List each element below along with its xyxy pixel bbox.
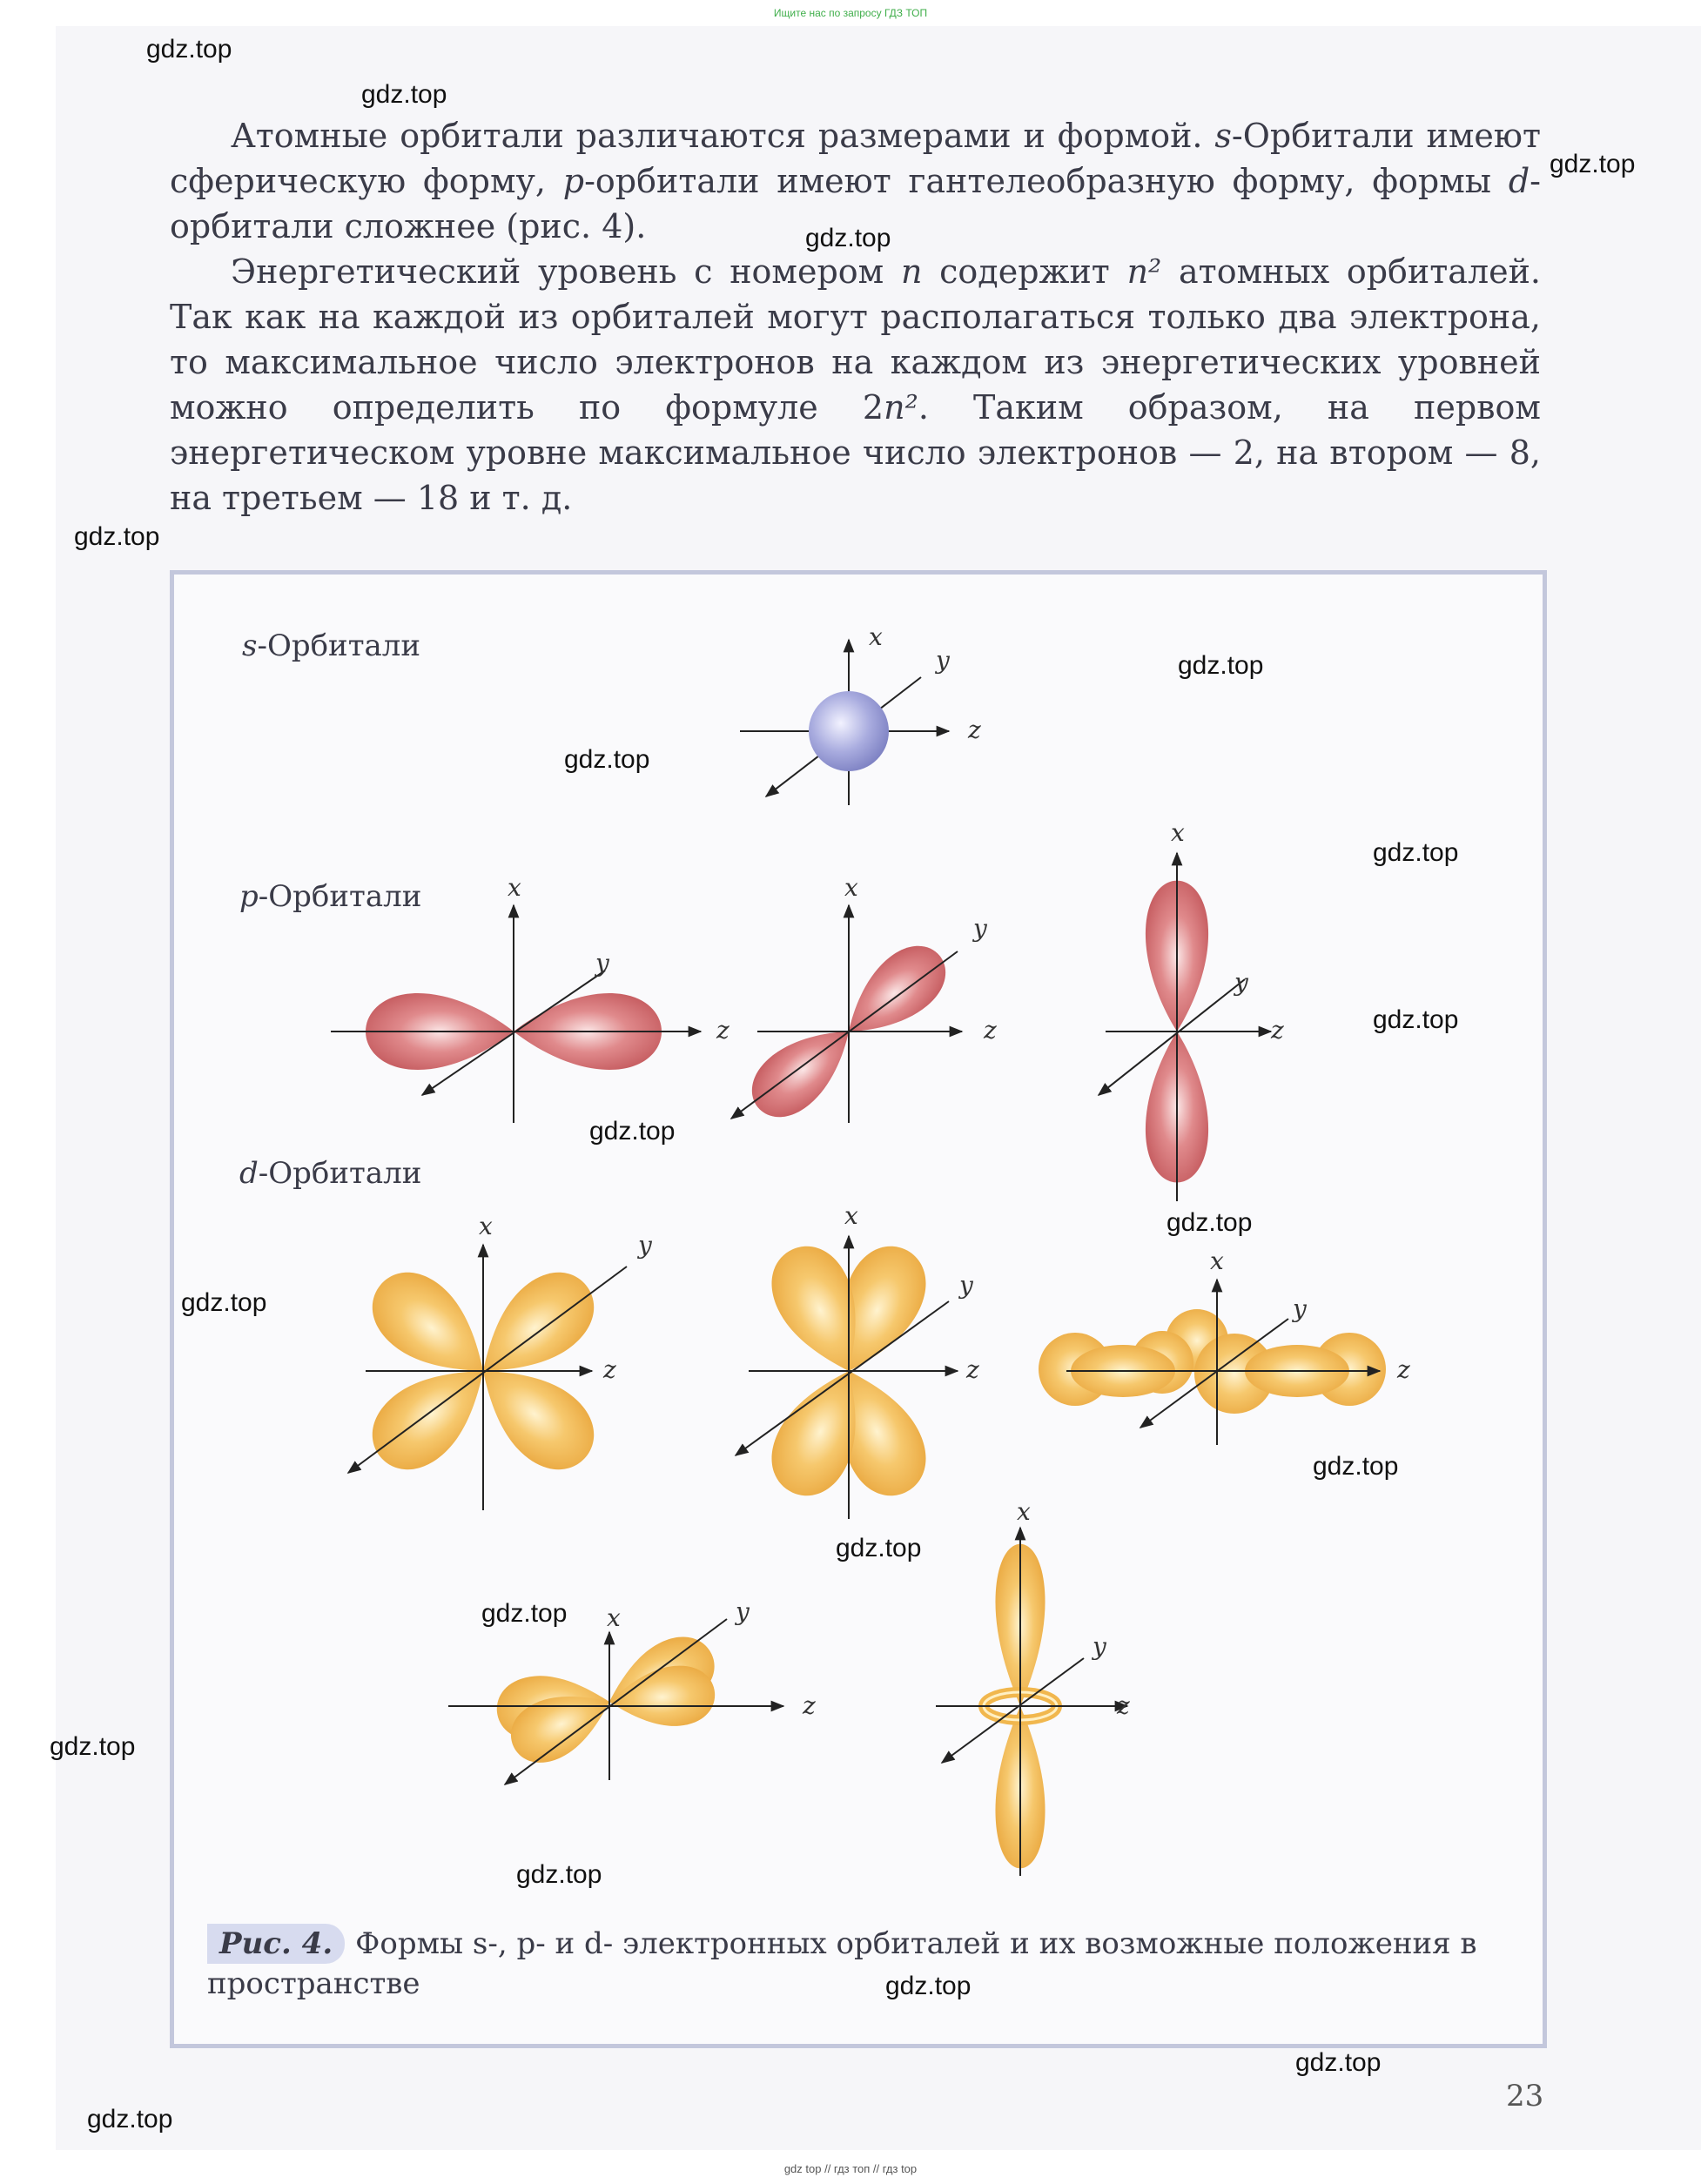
- axis-label-z: z: [1117, 1691, 1130, 1720]
- axis-label-x: x: [1210, 1247, 1224, 1275]
- axis-label-z: z: [968, 716, 981, 744]
- axis-label-y: y: [736, 1597, 750, 1626]
- watermark: gdz.top: [564, 745, 650, 774]
- watermark: gdz.top: [1550, 150, 1636, 178]
- watermark: gdz.top: [181, 1288, 267, 1317]
- axis-label-z: z: [1271, 1016, 1284, 1045]
- axis-label-x: x: [844, 1201, 858, 1230]
- axis-label-x: x: [869, 622, 883, 651]
- watermark: gdz.top: [885, 1972, 972, 2000]
- watermark: gdz.top: [1295, 2048, 1382, 2077]
- paragraph-1: Атомные орбитали различаются размерами и формой. s-Орбитали имеют сферическую форму, p-орбитали имеют гантелеобразную форму, формы d-орбитали сложнее (рис. 4).: [170, 117, 1541, 245]
- axis-label-x: x: [607, 1603, 621, 1632]
- d-orbital-1: [348, 1245, 627, 1510]
- axis-label-y: y: [638, 1231, 652, 1260]
- watermark: gdz.top: [87, 2105, 173, 2134]
- d-orbitals-label: d-Орбитали: [239, 1156, 422, 1191]
- axis-label-y: y: [1293, 1294, 1307, 1323]
- axis-label-y: y: [959, 1271, 973, 1300]
- watermark: gdz.top: [1373, 838, 1459, 867]
- p-orbital-y: [731, 905, 962, 1131]
- watermark: gdz.top: [516, 1860, 602, 1889]
- axis-label-y: y: [1093, 1632, 1106, 1661]
- watermark: gdz.top: [50, 1732, 136, 1761]
- d-orbital-3: [1039, 1280, 1386, 1445]
- axis-label-y: y: [973, 914, 987, 943]
- d-orbital-2: [736, 1233, 958, 1519]
- watermark: gdz.top: [481, 1599, 568, 1628]
- watermark: gdz.top: [146, 35, 232, 64]
- axis-label-z: z: [603, 1355, 616, 1384]
- watermark: gdz.top: [361, 80, 447, 109]
- axis-label-y: y: [1234, 968, 1248, 997]
- axis-label-x: x: [844, 873, 858, 902]
- watermark: gdz.top: [1166, 1208, 1253, 1237]
- caption-text: Формы s-, p- и d- электронных орбиталей и их возможные положения в пространстве: [207, 1926, 1477, 2001]
- p-orbital-x: [1099, 853, 1271, 1201]
- axis-label-z: z: [966, 1355, 979, 1384]
- s-orbitals-label: s-Орбитали: [242, 628, 421, 663]
- watermark: gdz.top: [1313, 1452, 1399, 1481]
- watermark: gdz.top: [836, 1534, 922, 1562]
- d-orbital-4: [448, 1619, 783, 1784]
- axis-label-z: z: [1397, 1355, 1410, 1384]
- axis-label-z: z: [716, 1016, 729, 1045]
- watermark: gdz.top: [1178, 651, 1264, 680]
- caption-badge: Рис. 4.: [207, 1924, 345, 1964]
- watermark: gdz.top: [74, 522, 160, 551]
- p-orbital-z: [331, 905, 701, 1123]
- axis-label-x: x: [508, 873, 521, 902]
- bottom-banner: gdz top // гдз топ // гдз top: [783, 2162, 918, 2175]
- paragraph-2: Энергетический уровень с номером n содержит n² атомных орбиталей. Так как на каждой из орбиталей могут располагаться только два электрона, то максимальное число электронов на каждом из энергетических уровней можно определить по формуле 2n². Таким образом, на первом энергетическом уровне максимальное число электронов — 2, на втором — 8, на третьем — 18 и т. д.: [170, 252, 1541, 517]
- s-orbital-sphere: [809, 691, 889, 771]
- d-orbital-5: [936, 1528, 1127, 1876]
- s-orbital-diagram: [740, 640, 949, 805]
- watermark: gdz.top: [1373, 1005, 1459, 1034]
- axis-label-y: y: [595, 949, 609, 978]
- page-number: 23: [1506, 2079, 1544, 2113]
- axis-label-z: z: [984, 1016, 997, 1045]
- figure-caption: [207, 1924, 1496, 2004]
- watermark: gdz.top: [805, 224, 891, 252]
- axis-label-x: x: [1017, 1497, 1031, 1526]
- axis-label-x: x: [479, 1212, 493, 1240]
- axis-label-x: x: [1171, 818, 1185, 847]
- top-banner: Ищите нас по запросу ГДЗ ТОП: [773, 7, 928, 19]
- axis-label-z: z: [803, 1691, 816, 1720]
- watermark: gdz.top: [589, 1117, 676, 1146]
- axis-label-y: y: [936, 646, 950, 675]
- p-orbitals-label: p-Орбитали: [239, 879, 422, 914]
